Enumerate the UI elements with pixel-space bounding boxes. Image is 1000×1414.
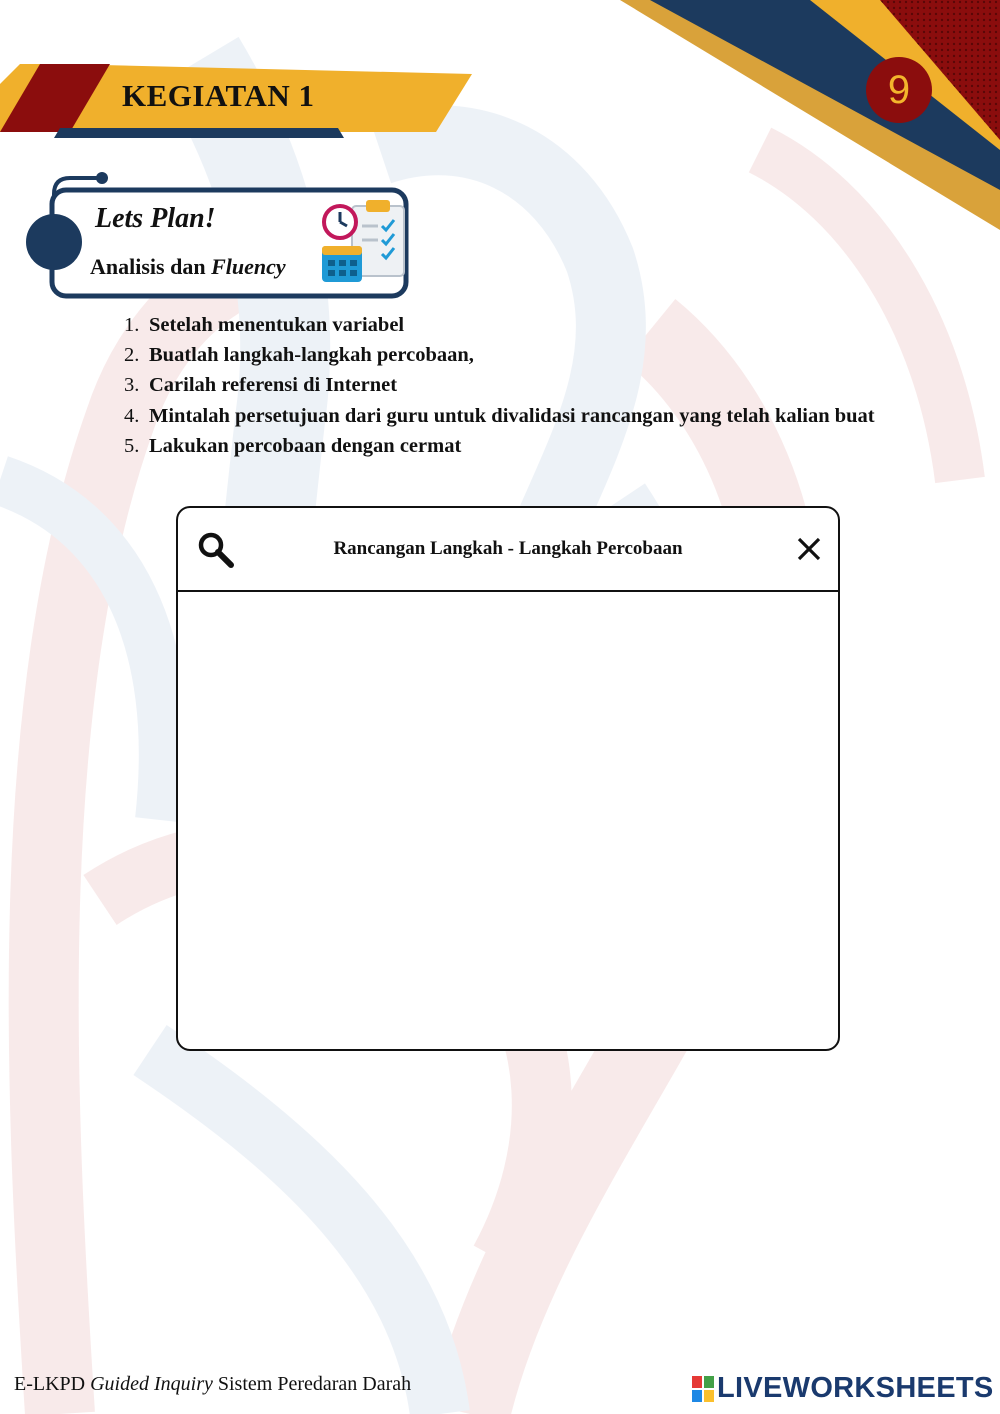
footer-caption: E-LKPD Guided Inquiry Sistem Peredaran Darah <box>14 1373 412 1395</box>
planner-clipboard-icon <box>318 196 410 288</box>
panel-title: Rancangan Langkah - Langkah Percobaan <box>333 538 683 559</box>
brand-logo <box>692 1372 994 1405</box>
plan-title: Lets Plan! <box>95 203 216 234</box>
brand-name: LIVEWORKSHEETS <box>717 1372 994 1404</box>
list-item: 1. Setelah menentukan variabel <box>124 314 405 336</box>
section-title: KEGIATAN 1 <box>122 78 315 113</box>
liveworksheets-logo-icon <box>692 1376 714 1402</box>
page-number: 9 <box>866 57 932 123</box>
list-item: 2. Buatlah langkah-langkah percobaan, <box>124 344 474 367</box>
list-item: 3. Carilah referensi di Internet <box>124 374 398 397</box>
corner-decoration <box>580 0 1000 230</box>
list-item: 5. Lakukan percobaan dengan cermat <box>124 434 462 457</box>
experiment-plan-panel <box>176 506 840 1051</box>
panel-header <box>178 508 838 592</box>
close-icon <box>794 534 824 564</box>
list-item: 4. Mintalah persetujuan dari guru untuk divalidasi rancangan yang telah kalian buat <box>124 404 875 427</box>
plan-subtitle: Analisis dan Fluency <box>90 254 286 279</box>
answer-area[interactable] <box>178 592 838 1047</box>
instruction-list <box>124 310 875 461</box>
